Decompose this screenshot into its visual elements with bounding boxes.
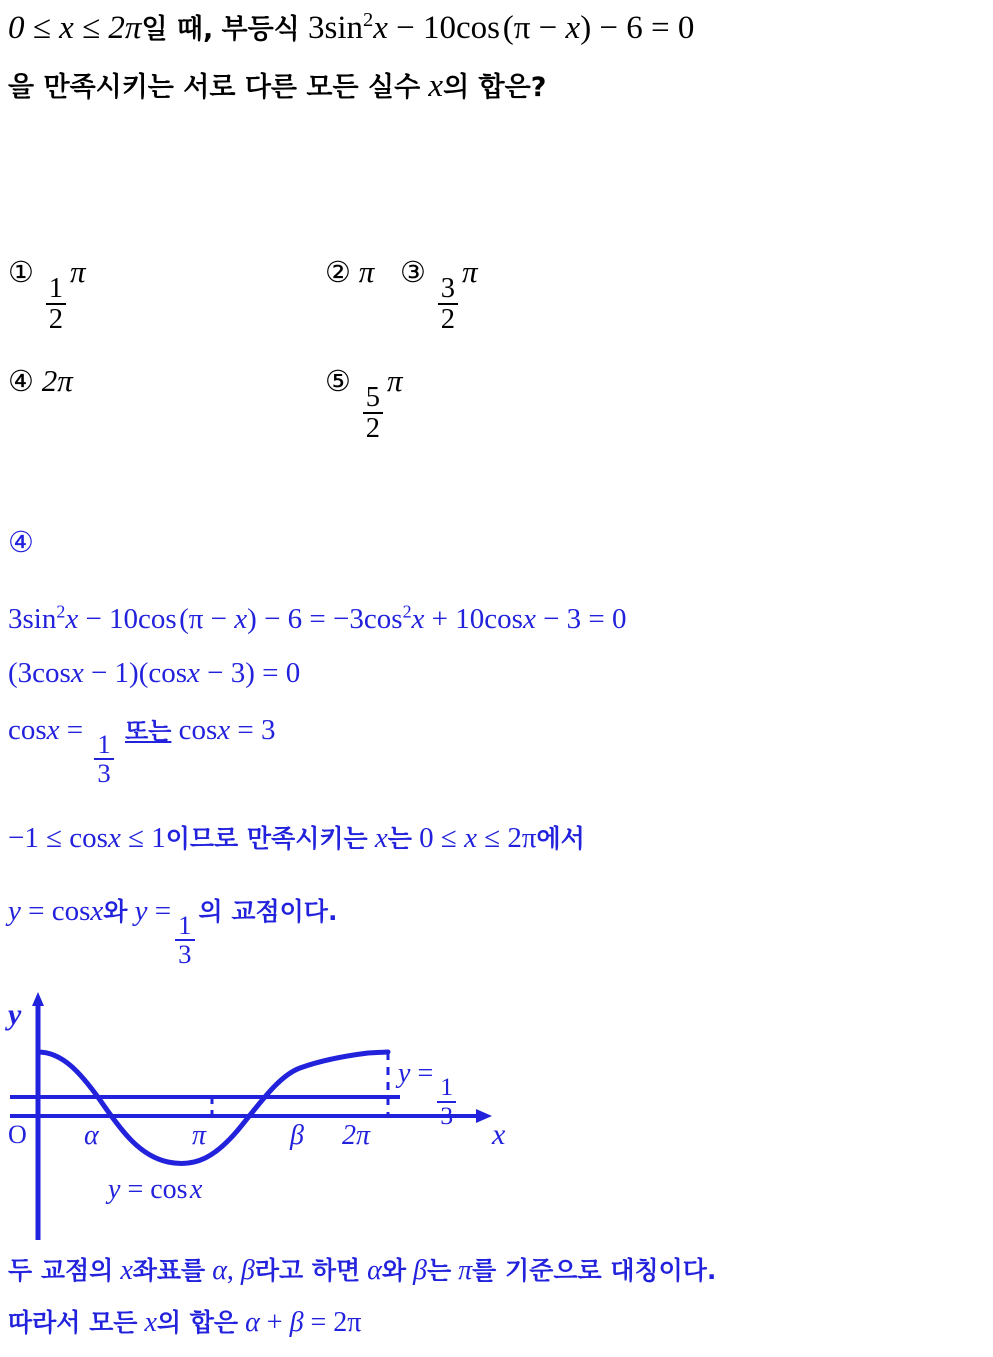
y-axis-arrow [32, 992, 44, 1006]
choice-5-denominator: 2 [363, 412, 383, 443]
conclusion-pi: π [458, 1255, 473, 1286]
conclusion-x-2: x [144, 1307, 157, 1338]
cosine-graph-figure [0, 990, 560, 1245]
solution-line-4 [8, 820, 585, 856]
choice-5-marker: ⑤ [325, 364, 351, 398]
solution-domain: 0 ≤ x ≤ 2π [419, 822, 537, 854]
conclusion-alpha-1: α [212, 1255, 227, 1286]
question-kor-4: 의 합은? [443, 72, 547, 103]
y-axis-label: y [8, 998, 22, 1031]
conclusion-kor-8: 의 합은 [156, 1308, 239, 1337]
conclusion-line-2 [8, 1305, 361, 1340]
choice-5-symbol: π [387, 363, 403, 398]
choice-3-fraction [438, 274, 458, 334]
conclusion-alpha-2: α [367, 1255, 382, 1286]
line-label-y-one-third: y = $\frac{1}{3}$ [398, 1056, 460, 1129]
conclusion-line-1 [8, 1253, 716, 1288]
solution-y-third-fraction [175, 909, 194, 970]
solution-kor-2: 는 [387, 824, 412, 853]
conclusion-beta-2: β [413, 1255, 427, 1286]
question-variable: x [428, 68, 444, 104]
tick-label-beta: β [290, 1120, 304, 1151]
choice-1-fraction [46, 274, 66, 334]
tick-label-pi: π [192, 1120, 207, 1151]
origin-label: O [8, 1120, 27, 1149]
solution-or-word: 또는 [125, 717, 172, 745]
tick-label-2pi: 2π [342, 1120, 371, 1151]
choice-4-marker: ④ [8, 364, 34, 398]
question-line-2 [8, 66, 546, 107]
conclusion-beta-1: β [240, 1255, 255, 1286]
solution-cos-bounds: −1 ≤ cosx ≤ 1 [8, 822, 166, 854]
conclusion-kor-7: 따라서 모든 [8, 1308, 138, 1337]
choice-3-marker: ③ [400, 255, 426, 289]
solution-line-5 [8, 893, 337, 968]
solution-factored: (3cosx − 1)(cosx − 3) = 0 [8, 657, 301, 689]
solution-line-3 [8, 712, 276, 787]
question-equation: $3\sin^2x - 10\cos$ (π − x) − 6 = 0 [308, 9, 695, 46]
solution-y-third-numerator: 1 [178, 909, 192, 940]
choice-2[interactable] [325, 253, 374, 292]
question-kor-3: 을 만족시키는 서로 다른 모든 실수 [8, 72, 421, 103]
question-line-1 [8, 8, 694, 49]
choice-5[interactable] [325, 362, 403, 443]
solution-cos-eq-3: cosx = 3 [178, 714, 276, 746]
choice-3-symbol: π [462, 254, 478, 289]
cosine-curve-label: y = cos x [108, 1174, 203, 1205]
conclusion-kor-3: 라고 하면 [254, 1256, 361, 1285]
solution-kor-1: 이므로 만족시키는 [165, 824, 368, 853]
question-kor-2: 부등식 [221, 14, 300, 45]
choice-1-numerator: 1 [48, 272, 64, 304]
solution-third-denominator: 3 [94, 758, 113, 787]
solution-third-numerator: 1 [97, 728, 111, 759]
choice-2-marker: ② [325, 255, 351, 289]
question-range: 0 ≤ x ≤ 2π [8, 10, 142, 46]
conclusion-final-expression: α + β = 2π [245, 1307, 362, 1338]
x-axis-arrow [476, 1109, 492, 1123]
choice-3[interactable] [400, 253, 478, 334]
choice-1-denominator: 2 [46, 303, 66, 334]
graph-svg [0, 990, 560, 1245]
solution-rhs: $-3\cos^2x + 10\cos x - 3 = 0$ [333, 601, 627, 635]
choice-1[interactable] [8, 253, 86, 334]
solution-third-fraction [94, 728, 113, 789]
solution-line-2 [8, 655, 300, 691]
solution-var-x: x [374, 822, 388, 854]
solution-y-third-denominator: 3 [175, 939, 194, 968]
conclusion-kor-1: 두 교점의 [8, 1256, 114, 1285]
line-label-numerator: 1 [440, 1072, 454, 1102]
solution-cos-eq-1: cosx = [8, 714, 84, 746]
solution-lhs: $3\sin^2x - 10\cos$ (π − x) − 6 = [8, 601, 326, 635]
conclusion-x-1: x [120, 1255, 133, 1286]
line-label-fraction [437, 1074, 456, 1129]
conclusion-kor-2: 좌표를 [132, 1256, 206, 1285]
solution-kor-3: 에서 [536, 824, 585, 853]
choice-5-fraction [363, 383, 383, 443]
choice-4-symbol: 2π [41, 363, 73, 398]
solution-line-1 [8, 600, 627, 637]
solution-y-cos: y = cosx [8, 895, 104, 927]
solution-kor-4: 와 [103, 897, 128, 926]
conclusion-comma: , [226, 1255, 234, 1286]
solution-kor-5: 의 교점이다. [198, 897, 338, 926]
solution-y-third: y = [134, 895, 172, 927]
choice-4[interactable] [8, 362, 73, 401]
conclusion-kor-5: 는 [426, 1256, 452, 1285]
choice-5-numerator: 5 [365, 381, 381, 413]
choice-3-denominator: 2 [438, 303, 458, 334]
choice-3-numerator: 3 [440, 272, 456, 304]
x-axis-label: x [492, 1118, 506, 1151]
tick-label-alpha: α [84, 1120, 99, 1151]
conclusion-kor-6: 를 기준으로 대칭이다. [472, 1256, 717, 1285]
conclusion-kor-4: 와 [381, 1256, 407, 1285]
answer-circled-number: ④ [8, 525, 34, 559]
choice-2-symbol: π [358, 254, 375, 289]
choice-1-marker: ① [8, 255, 34, 289]
choice-1-symbol: π [70, 254, 86, 289]
line-label-denominator: 3 [437, 1101, 456, 1129]
answer-marker [8, 523, 34, 562]
question-kor-1: 일 때, [141, 14, 214, 45]
